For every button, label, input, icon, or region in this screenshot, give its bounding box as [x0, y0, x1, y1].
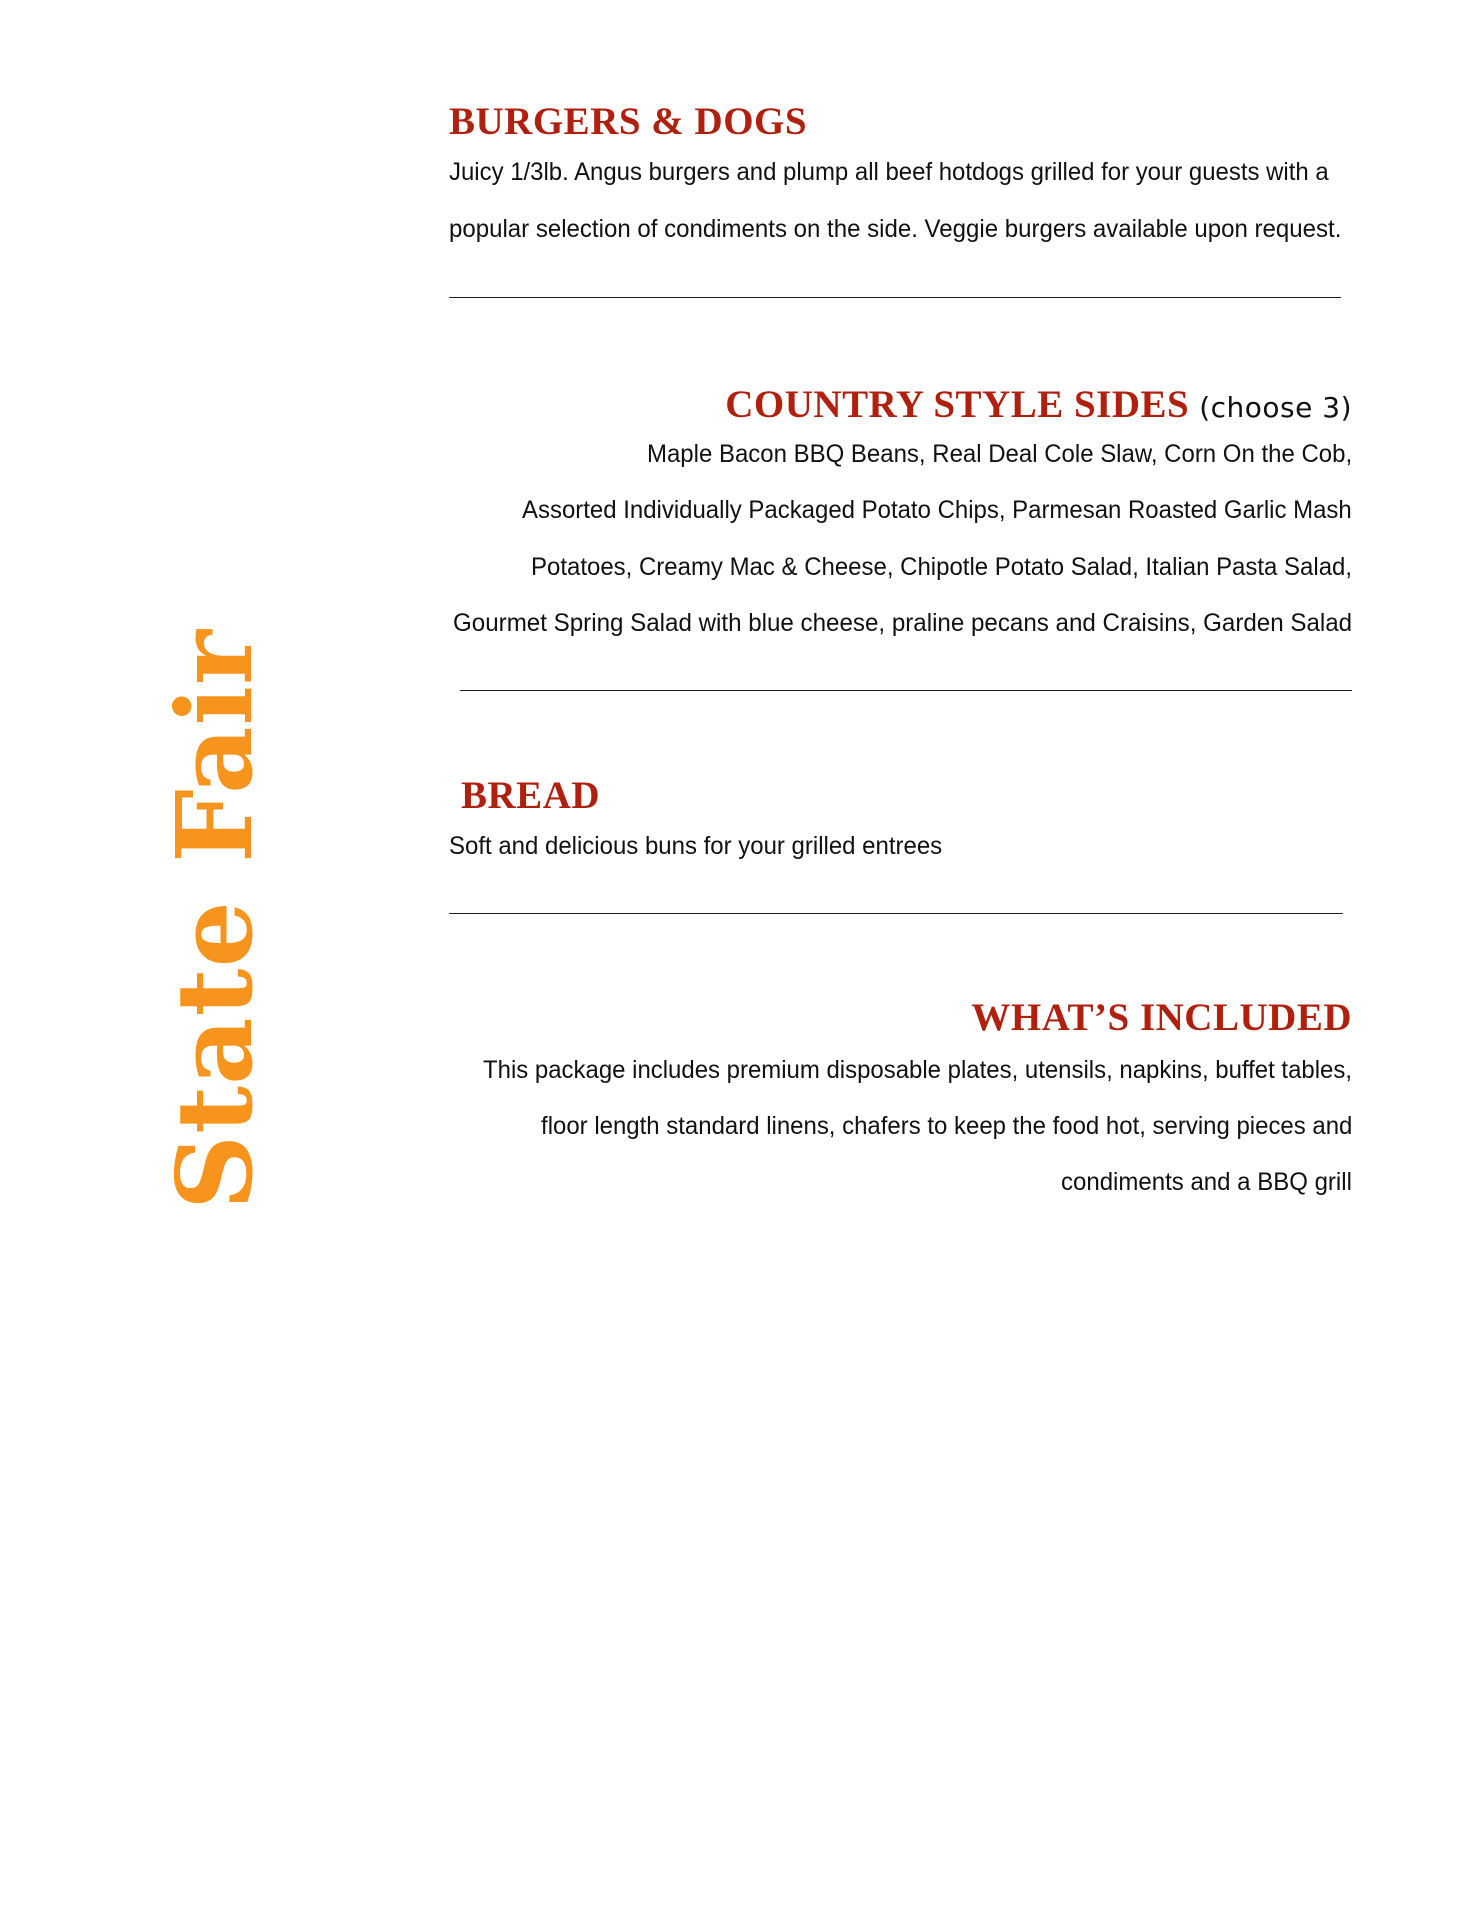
side-title: State Fair — [153, 629, 276, 1210]
sides-heading — [725, 383, 1352, 430]
included-description-line-3: condiments and a BBQ grill — [1061, 1168, 1352, 1196]
included-description-line-2: floor length standard linens, chafers to keep the food hot, serving pieces and — [540, 1112, 1352, 1140]
section-divider-1 — [449, 297, 1341, 298]
section-divider-3 — [449, 913, 1343, 914]
sides-list-line-4: Gourmet Spring Salad with blue cheese, praline pecans and Craisins, Garden Salad — [452, 609, 1352, 637]
bread-description-line-1: Soft and delicious buns for your grilled entrees — [449, 832, 943, 860]
burgers-description-line-2: popular selection of condiments on the side. Veggie burgers available upon request. — [449, 215, 1342, 243]
sides-heading-title: COUNTRY STYLE SIDES — [725, 383, 1190, 426]
included-description-line-1: This package includes premium disposable plates, utensils, napkins, buffet tables, — [483, 1056, 1352, 1084]
section-divider-2 — [460, 690, 1352, 691]
bread-heading: BREAD — [461, 774, 601, 817]
burgers-heading: BURGERS & DOGS — [449, 100, 808, 143]
sides-list-line-3: Potatoes, Creamy Mac & Cheese, Chipotle Potato Salad, Italian Pasta Salad, — [530, 553, 1352, 581]
burgers-description-line-1: Juicy 1/3lb. Angus burgers and plump all beef hotdogs grilled for your guests with a — [449, 158, 1329, 186]
sides-heading-note: (choose 3) — [1199, 391, 1352, 424]
sides-list-line-2: Assorted Individually Packaged Potato Chips, Parmesan Roasted Garlic Mash — [522, 496, 1352, 524]
included-heading: WHAT’S INCLUDED — [971, 996, 1352, 1039]
sides-list-line-1: Maple Bacon BBQ Beans, Real Deal Cole Slaw, Corn On the Cob, — [646, 440, 1352, 468]
